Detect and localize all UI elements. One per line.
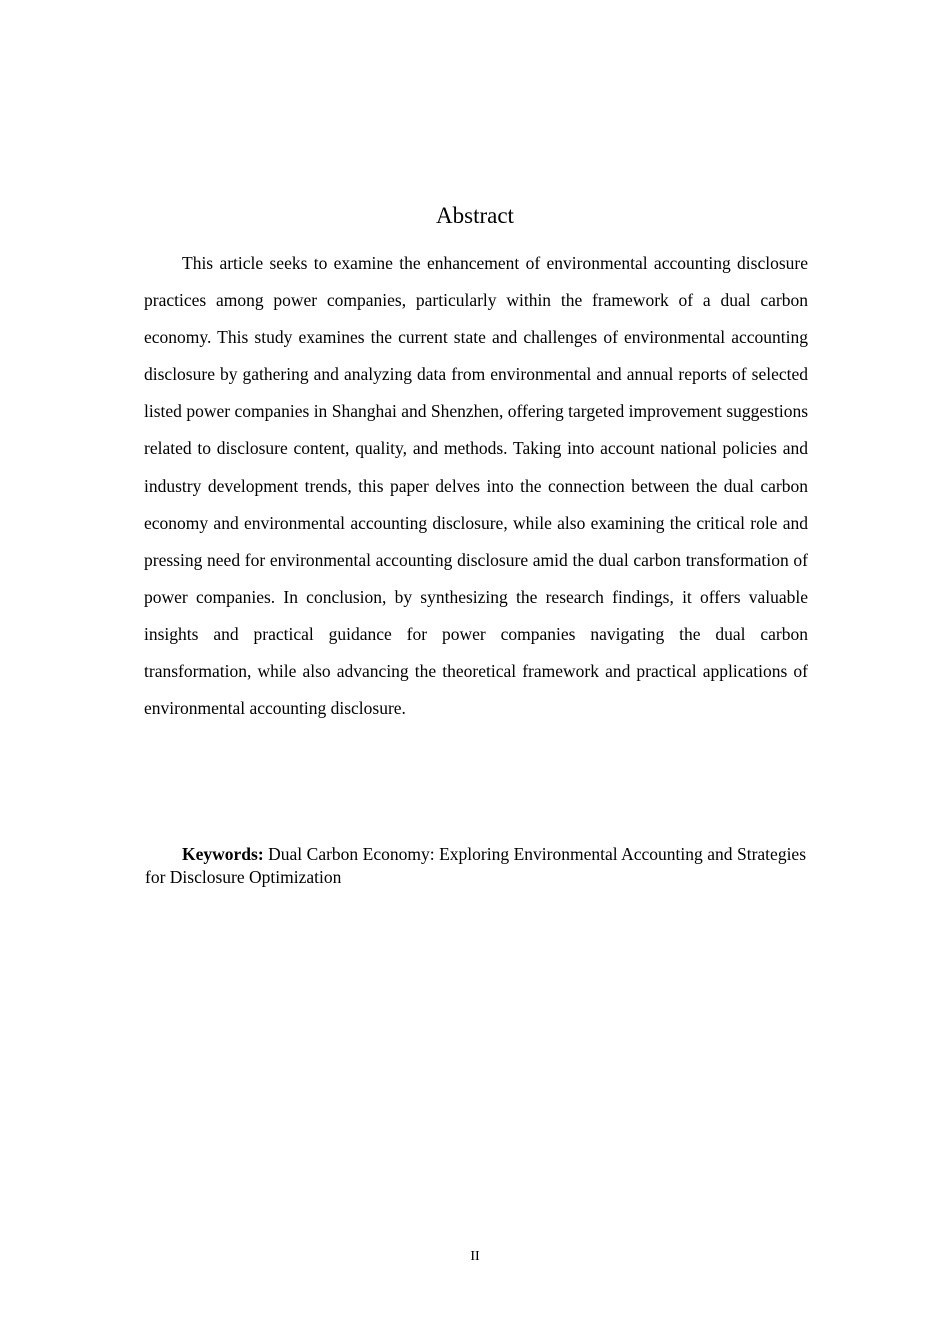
keywords-label: Keywords: (182, 844, 264, 864)
abstract-title: Abstract (436, 203, 514, 228)
page-number: II (470, 1249, 480, 1264)
keywords-paragraph (145, 843, 806, 889)
abstract-paragraph: This article seeks to examine the enhancement of environmental accounting disclosure practices among power companies, particularly within the framework of a dual carbon economy. This study examines the current state and challenges of environmental accounting disclosure by gathering and analyzing data from environmental and annual reports of selected listed power companies in Shanghai and Shenzhen, offering targeted improvement suggestions related to disclosure content, quality, and methods. Taking into account national policies and industry development trends, this paper delves into the connection between the dual carbon economy and environmental accounting disclosure, while also examining the critical role and pressing need for environmental accounting disclosure amid the dual carbon transformation of power companies. In conclusion, by synthesizing the research findings, it offers valuable insights and practical guidance for power companies navigating the dual carbon transformation, while also advancing the theoretical framework and practical applications of environmental accounting disclosure. (144, 253, 808, 719)
keywords-text: Dual Carbon Economy: Exploring Environmental Accounting and Strategies for Disclosure Optimization (145, 844, 807, 887)
